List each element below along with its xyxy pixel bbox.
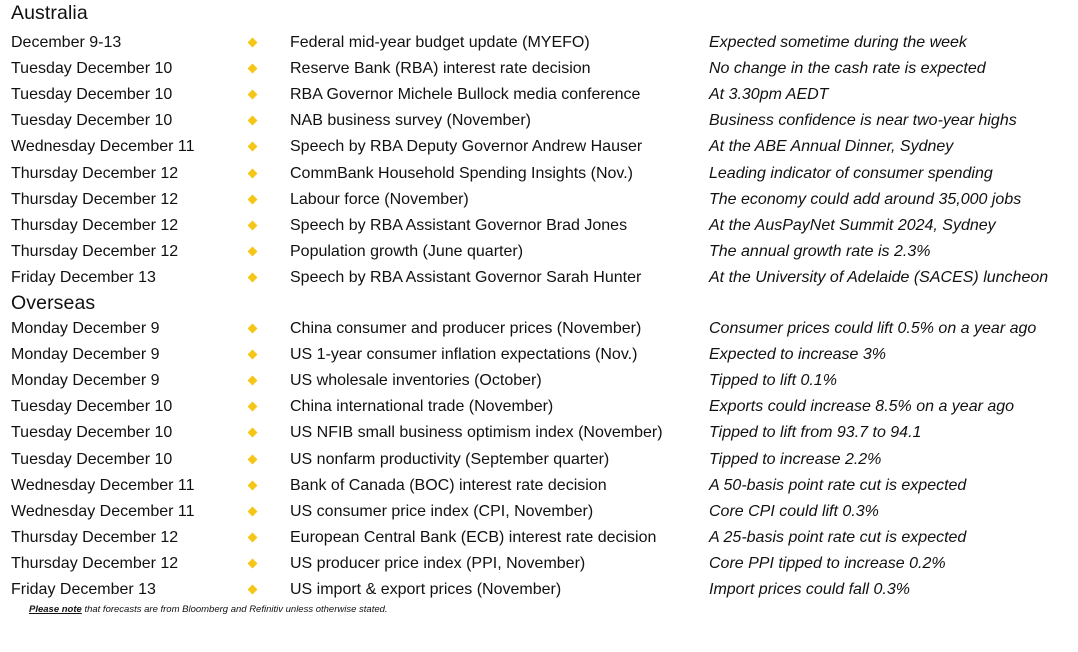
calendar-row — [0, 30, 1078, 56]
event-date: Monday December 9 — [11, 346, 160, 363]
event-date: December 9-13 — [11, 34, 122, 51]
event-note: At the AusPayNet Summit 2024, Sydney — [709, 217, 996, 234]
diamond-bullet-icon — [248, 116, 258, 126]
event-date: Monday December 9 — [11, 372, 160, 389]
event-date: Thursday December 12 — [11, 243, 179, 260]
diamond-bullet-icon — [248, 350, 258, 360]
event-date: Monday December 9 — [11, 320, 160, 337]
event-note: Exports could increase 8.5% on a year ago — [709, 398, 1015, 415]
event-note: Tipped to increase 2.2% — [709, 451, 882, 468]
calendar-row — [0, 161, 1078, 187]
event-name: US consumer price index (CPI, November) — [290, 503, 594, 520]
calendar-row — [0, 187, 1078, 213]
section-title: Overseas — [11, 292, 96, 314]
event-name: US import & export prices (November) — [290, 581, 562, 598]
event-date: Thursday December 12 — [11, 555, 179, 572]
event-date: Thursday December 12 — [11, 529, 179, 546]
event-note: At 3.30pm AEDT — [709, 86, 829, 103]
event-name: Population growth (June quarter) — [290, 243, 524, 260]
calendar-row — [0, 265, 1078, 291]
event-name: China consumer and producer prices (November) — [290, 320, 642, 337]
calendar-row — [0, 239, 1078, 265]
event-date: Tuesday December 10 — [11, 86, 173, 103]
event-name: NAB business survey (November) — [290, 112, 531, 129]
event-name: Bank of Canada (BOC) interest rate decision — [290, 477, 607, 494]
event-date: Tuesday December 10 — [11, 424, 173, 441]
calendar-row — [0, 368, 1078, 394]
event-note: The economy could add around 35,000 jobs — [709, 191, 1022, 208]
diamond-bullet-icon — [248, 559, 258, 569]
event-name: US wholesale inventories (October) — [290, 372, 542, 389]
calendar-row — [0, 213, 1078, 239]
calendar-row — [0, 447, 1078, 473]
event-date: Tuesday December 10 — [11, 112, 173, 129]
calendar-row — [0, 473, 1078, 499]
event-name: US nonfarm productivity (September quarter) — [290, 451, 610, 468]
event-date: Thursday December 12 — [11, 191, 179, 208]
calendar-row — [0, 134, 1078, 160]
calendar-row — [0, 499, 1078, 525]
event-note: Core PPI tipped to increase 0.2% — [709, 555, 946, 572]
diamond-bullet-icon — [248, 142, 258, 152]
event-name: US 1-year consumer inflation expectations (Nov.) — [290, 346, 638, 363]
diamond-bullet-icon — [248, 507, 258, 517]
calendar-row — [0, 551, 1078, 577]
event-name: Reserve Bank (RBA) interest rate decision — [290, 60, 591, 77]
event-name: Speech by RBA Assistant Governor Brad Jones — [290, 217, 628, 234]
event-note: A 25-basis point rate cut is expected — [709, 529, 967, 546]
event-name: Speech by RBA Deputy Governor Andrew Hauser — [290, 138, 643, 155]
event-date: Wednesday December 11 — [11, 138, 195, 155]
diamond-bullet-icon — [248, 195, 258, 205]
event-date: Wednesday December 11 — [11, 477, 195, 494]
calendar-row — [0, 420, 1078, 446]
event-note: Leading indicator of consumer spending — [709, 165, 993, 182]
event-date: Friday December 13 — [11, 581, 156, 598]
event-note: No change in the cash rate is expected — [709, 60, 986, 77]
event-note: Core CPI could lift 0.3% — [709, 503, 879, 520]
event-note: Tipped to lift 0.1% — [709, 372, 837, 389]
footnote-emphasis: Please note — [29, 604, 82, 615]
diamond-bullet-icon — [248, 455, 258, 465]
footnote — [29, 604, 388, 616]
diamond-bullet-icon — [248, 402, 258, 412]
event-date: Thursday December 12 — [11, 165, 179, 182]
diamond-bullet-icon — [248, 481, 258, 491]
diamond-bullet-icon — [248, 247, 258, 257]
event-date: Tuesday December 10 — [11, 60, 173, 77]
event-note: A 50-basis point rate cut is expected — [709, 477, 967, 494]
footnote-text: that forecasts are from Bloomberg and Refinitiv unless otherwise stated. — [81, 604, 388, 615]
event-name: European Central Bank (ECB) interest rate decision — [290, 529, 657, 546]
diamond-bullet-icon — [248, 90, 258, 100]
event-name: US NFIB small business optimism index (November) — [290, 424, 663, 441]
event-name: Labour force (November) — [290, 191, 469, 208]
calendar-row — [0, 56, 1078, 82]
calendar-row — [0, 82, 1078, 108]
diamond-bullet-icon — [248, 38, 258, 48]
section-title: Australia — [11, 2, 88, 24]
diamond-bullet-icon — [248, 376, 258, 386]
diamond-bullet-icon — [248, 533, 258, 543]
event-date: Tuesday December 10 — [11, 451, 173, 468]
event-note: Import prices could fall 0.3% — [709, 581, 910, 598]
calendar-row — [0, 342, 1078, 368]
event-date: Friday December 13 — [11, 269, 156, 286]
event-note: At the ABE Annual Dinner, Sydney — [709, 138, 954, 155]
calendar-row — [0, 394, 1078, 420]
event-date: Thursday December 12 — [11, 217, 179, 234]
diamond-bullet-icon — [248, 169, 258, 179]
event-name: RBA Governor Michele Bullock media conference — [290, 86, 641, 103]
event-note: The annual growth rate is 2.3% — [709, 243, 931, 260]
calendar-row — [0, 108, 1078, 134]
event-note: At the University of Adelaide (SACES) luncheon — [709, 269, 1049, 286]
event-note: Tipped to lift from 93.7 to 94.1 — [709, 424, 922, 441]
event-date: Wednesday December 11 — [11, 503, 195, 520]
diamond-bullet-icon — [248, 64, 258, 74]
diamond-bullet-icon — [248, 273, 258, 283]
event-note: Business confidence is near two-year highs — [709, 112, 1017, 129]
calendar-row — [0, 577, 1078, 603]
calendar-row — [0, 525, 1078, 551]
diamond-bullet-icon — [248, 428, 258, 438]
event-name: Speech by RBA Assistant Governor Sarah Hunter — [290, 269, 642, 286]
event-name: CommBank Household Spending Insights (Nov.) — [290, 165, 633, 182]
event-note: Consumer prices could lift 0.5% on a year ago — [709, 320, 1037, 337]
calendar-row — [0, 316, 1078, 342]
event-note: Expected to increase 3% — [709, 346, 886, 363]
diamond-bullet-icon — [248, 585, 258, 595]
diamond-bullet-icon — [248, 324, 258, 334]
event-name: China international trade (November) — [290, 398, 554, 415]
event-name: US producer price index (PPI, November) — [290, 555, 586, 572]
event-name: Federal mid-year budget update (MYEFO) — [290, 34, 590, 51]
event-note: Expected sometime during the week — [709, 34, 967, 51]
event-date: Tuesday December 10 — [11, 398, 173, 415]
diamond-bullet-icon — [248, 221, 258, 231]
